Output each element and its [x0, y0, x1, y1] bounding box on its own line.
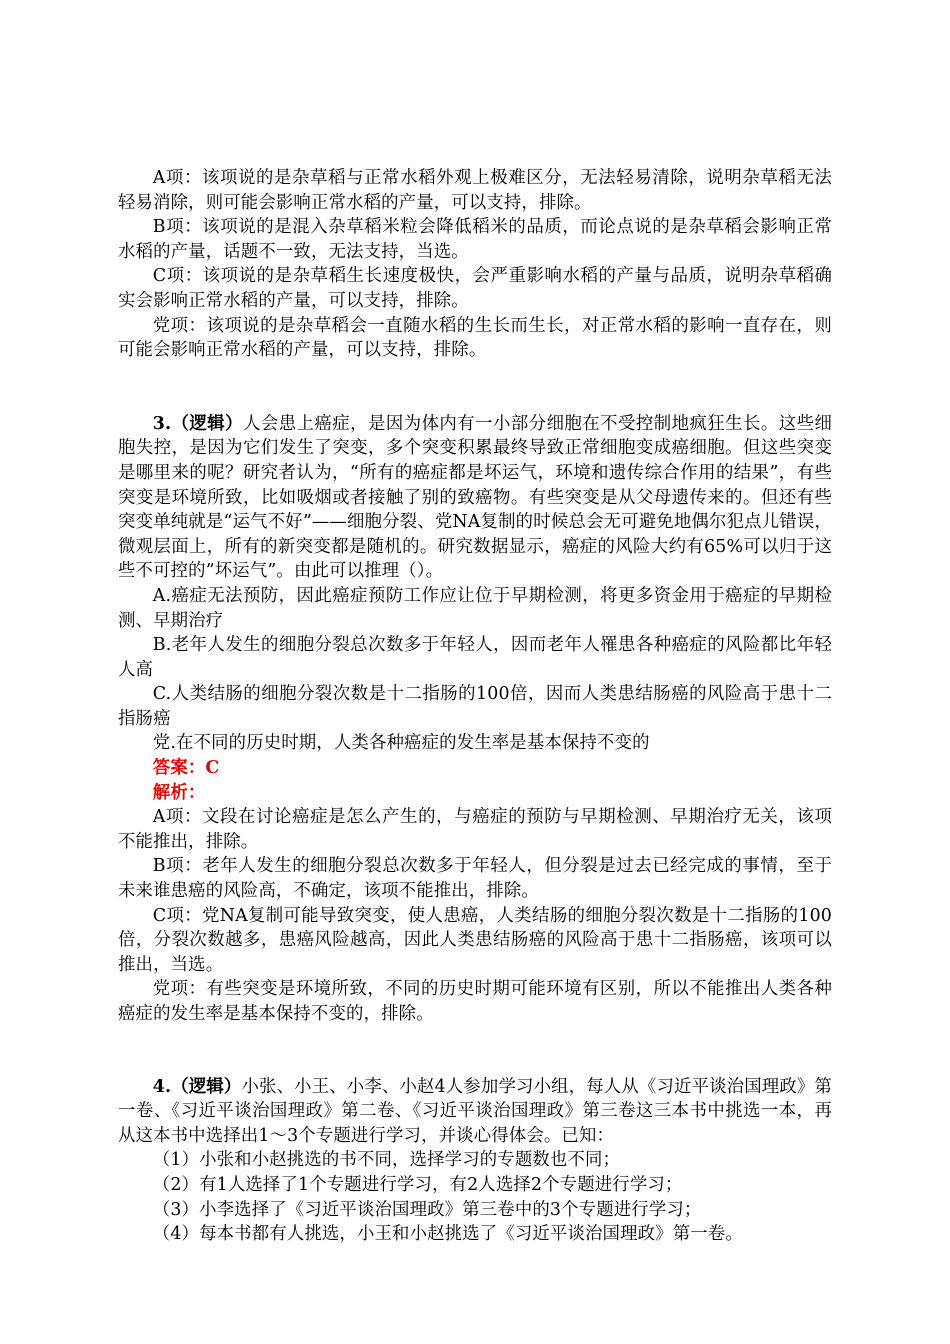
question-4-condition-2: （2）有1人选择了1个专题进行学习，有2人选择2个专题进行学习； [152, 1174, 683, 1195]
question-3-analysis-a: A项：文段在讨论癌症是怎么产生的，与癌症的预防与早期检测、早期治疗无关，该项不能推出，排除。 [118, 807, 832, 852]
previous-question-analysis [118, 166, 832, 363]
analysis-option-b: B项：该项说的是混入杂草稻米粒会降低稻米的品质，而论点说的是杂草稻会影响正常水稻的产量，话题不一致，无法支持，当选。 [118, 217, 832, 262]
question-3-stem [118, 412, 832, 584]
question-4-condition-4: （4）每本书都有人挑选，小王和小赵挑选了《习近平谈治国理政》第一卷。 [152, 1224, 743, 1245]
question-4-conditions [118, 1148, 832, 1246]
question-3-analysis-label: 解析： [152, 782, 206, 803]
question-4-number: 4.（逻辑） [152, 1076, 242, 1097]
question-3-analysis-c: C项：党NA复制可能导致突变，使人患癌，人类结肠的细胞分裂次数是十二指肠的100倍，分裂次数越多，患癌风险越高，因此人类患结肠癌的风险高于患十二指肠癌，该项可以推出，当选。 [118, 905, 832, 975]
question-3-option-b: B.老年人发生的细胞分裂总次数多于年轻人，因而老年人罹患各种癌症的风险都比年轻人高 [118, 635, 832, 680]
question-3-option-d: 党.在不同的历史时期，人类各种癌症的发生率是基本保持不变的 [152, 733, 650, 754]
question-4-stem [118, 1075, 832, 1149]
question-3-analysis-d: 党项：有些突变是环境所致，不同的历史时期可能环境有区别，所以不能推出人类各种癌症的发生率是基本保持不变的，排除。 [118, 979, 832, 1024]
question-3-text: 人会患上癌症，是因为体内有一小部分细胞在不受控制地疯狂生长。这些细胞失控，是因为它们发生了突变，多个突变积累最终导致正常细胞变成癌细胞。但这些突变是哪里来的呢？研究者认为，“所有的癌症都是坏运气，环境和遗传综合作用的结果”，有些突变是环境所致，比如吸烟或者接触了别的致癌物。有些突变是从父母遗传来的。但还有些突变单纯就是“运气不好”——细胞分裂、党NA复制的时候总会无可避免地偶尔犯点儿错误，微观层面上，所有的新突变都是随机的。研究数据显示，癌症的风险大约有65%可以归于这些不可控的”坏运气”。由此可以推理（）。 [118, 413, 832, 582]
question-3-option-c: C.人类结肠的细胞分裂次数是十二指肠的100倍，因而人类患结肠癌的风险高于患十二指肠癌 [118, 684, 832, 729]
question-4 [118, 1075, 832, 1247]
question-3 [118, 412, 832, 1027]
question-3-answer: 答案：C [152, 758, 220, 779]
question-3-analysis-b: B项：老年人发生的细胞分裂总次数多于年轻人，但分裂是过去已经完成的事情，至于未来谁患癌的风险高，不确定，该项不能推出，排除。 [118, 856, 832, 902]
analysis-option-c: C项：该项说的是杂草稻生长速度极快，会严重影响水稻的产量与品质，说明杂草稻确实会影响正常水稻的产量，可以支持，排除。 [118, 266, 832, 311]
analysis-option-a: A项：该项说的是杂草稻与正常水稻外观上极难区分，无法轻易清除，说明杂草稻无法轻易消除，则可能会影响正常水稻的产量，可以支持，排除。 [118, 168, 832, 213]
question-3-number: 3.（逻辑） [152, 413, 243, 434]
question-4-text: 小张、小王、小李、小赵4人参加学习小组，每人从《习近平谈治国理政》第一卷、《习近平谈治国理政》第二卷、《习近平谈治国理政》第三卷这三本书中挑选一本，再从这本书中选择出1～3个专题进行学习，并谈心得体会。已知： [118, 1076, 832, 1146]
question-4-condition-1: （1）小张和小赵挑选的书不同，选择学习的专题数也不同； [152, 1150, 621, 1171]
spacer [118, 1027, 832, 1075]
spacer [118, 363, 832, 412]
question-3-option-a: A.癌症无法预防，因此癌症预防工作应让位于早期检测，将更多资金用于癌症的早期检测、早期治疗 [118, 585, 832, 631]
analysis-option-d: 党项：该项说的是杂草稻会一直随水稻的生长而生长，对正常水稻的影响一直存在，则可能会影响正常水稻的产量，可以支持，排除。 [118, 315, 832, 361]
document-content [118, 166, 832, 1247]
question-4-condition-3: （3）小李选择了《习近平谈治国理政》第三卷中的3个专题进行学习； [152, 1199, 702, 1220]
